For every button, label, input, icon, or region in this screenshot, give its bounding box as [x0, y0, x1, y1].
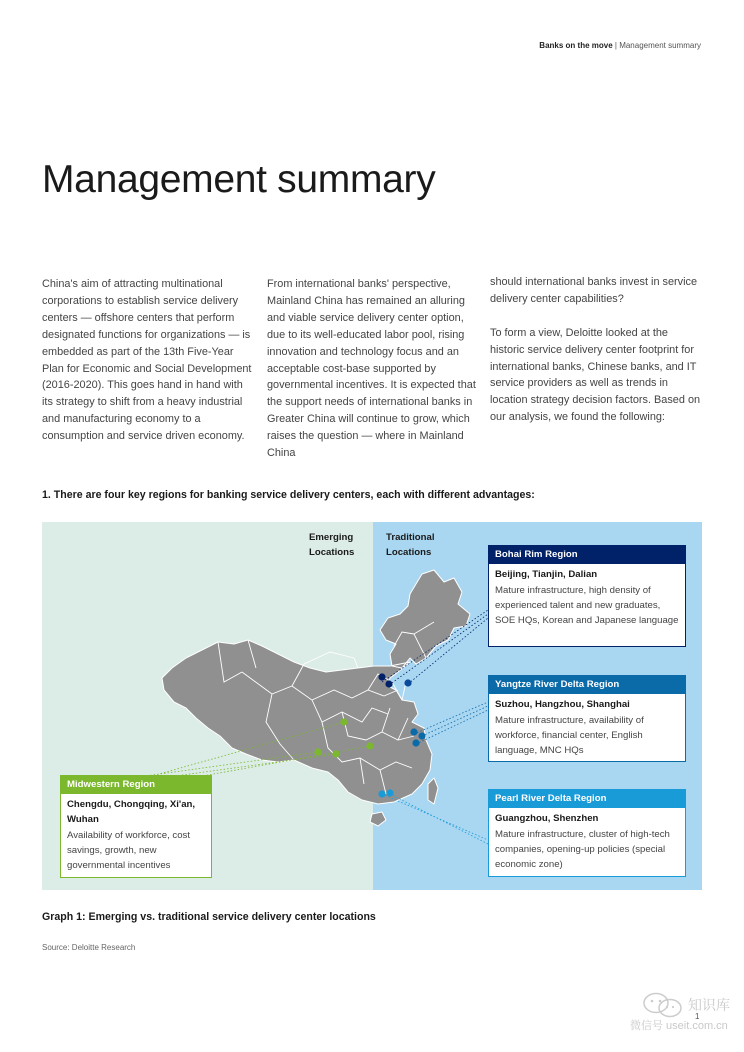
intro-column-3 [490, 274, 702, 443]
header-section: Management summary [619, 41, 701, 50]
intro-column-3-para-2: To form a view, Deloitte looked at the historic service delivery center footprint for international banks, Chinese banks, and IT service providers as well as trends in location strategy decision factors. Based on our analysis, we found the following: [490, 326, 701, 424]
shenzhen-marker [386, 789, 393, 796]
beijing-marker [378, 673, 385, 680]
intro-column-1: China's aim of attracting multinational corporations to establish service delivery centers — offshore centers that perform designated functions for organizations — is embedded as part of the 13th Five-Year Plan for Economic and Social Development (2016-2020). This goes hand in hand with its strategy to shift from a heavy industrial and manufacturing economy to a consumption and service driven economy. [42, 278, 252, 443]
shanghai-marker [418, 732, 425, 739]
header-doc-title: Banks on the move [539, 41, 613, 50]
province-border [304, 652, 358, 668]
region-map-figure [42, 522, 702, 890]
yangtze-river-delta-region-box [488, 675, 686, 762]
wuhan-marker [366, 742, 373, 749]
midwestern-region-box [60, 775, 212, 878]
chat-bubbles-icon [642, 990, 686, 1020]
yangtze-river-delta-region-title: Yangtze River Delta Region [489, 676, 685, 694]
hainan-island [370, 812, 386, 826]
midwestern-region-cities: Chengdu, Chongqing, Xi'an, Wuhan [67, 799, 196, 825]
dalian-marker [404, 679, 411, 686]
emerging-locations-label: Emerging Locations [309, 532, 355, 558]
midwestern-region-title: Midwestern Region [61, 776, 211, 794]
guangzhou-marker [378, 790, 385, 797]
bohai-rim-region-description: Mature infrastructure, high density of experienced talent and new graduates, SOE HQs, Korean and Japanese language [495, 584, 679, 626]
hangzhou-marker [412, 739, 419, 746]
chengdu-marker [314, 748, 321, 755]
running-header [539, 41, 701, 50]
xian-marker [340, 718, 347, 725]
bohai-rim-region-box [488, 545, 686, 647]
bohai-rim-region-title: Bohai Rim Region [489, 546, 685, 564]
watermark-account: 微信号 useit.com.cn [630, 1020, 728, 1032]
pearl-river-delta-region-description: Mature infrastructure, cluster of high-tech companies, opening-up policies (special economic zone) [495, 828, 670, 870]
pearl-river-delta-region-cities: Guangzhou, Shenzhen [495, 813, 599, 824]
pearl-river-delta-region-title: Pearl River Delta Region [489, 790, 685, 808]
page-title: Management summary [42, 158, 436, 201]
figure-source: Source: Deloitte Research [42, 943, 136, 952]
figure-heading: 1. There are four key regions for banking service delivery centers, each with different advantages: [42, 489, 535, 501]
page-number: 1 [695, 1012, 700, 1021]
yangtze-river-delta-region-description: Mature infrastructure, availability of workforce, financial center, English language, MNC HQs [495, 714, 644, 756]
midwestern-region-description: Availability of workforce, cost savings, growth, new governmental incentives [67, 829, 190, 871]
watermark-name: 知识库 [688, 997, 730, 1013]
suzhou-marker [410, 728, 417, 735]
mainland-outline [162, 570, 470, 804]
figure-caption: Graph 1: Emerging vs. traditional service delivery center locations [42, 911, 376, 923]
yangtze-river-delta-region-cities: Suzhou, Hangzhou, Shanghai [495, 699, 630, 710]
tianjin-marker [385, 680, 392, 687]
pearl-river-delta-region-box [488, 789, 686, 877]
bohai-rim-region-cities: Beijing, Tianjin, Dalian [495, 569, 598, 580]
intro-column-3-para-1: should international banks invest in service delivery center capabilities? [490, 276, 698, 305]
chongqing-marker [332, 750, 339, 757]
header-separator: | [612, 41, 620, 50]
taiwan-island [428, 778, 438, 804]
traditional-locations-label: Traditional Locations [386, 532, 435, 558]
intro-column-2: From international banks' perspective, Mainland China has remained an alluring and viable service delivery center option, due to its well-educated labor pool, rising innovation and technology focus and an acceptable cost-base supported by governmental incentives. It is expected that the support needs of international banks in Greater China will continue to grow, which raises the question — where in Mainland China [267, 278, 476, 460]
watermark [628, 990, 738, 1034]
